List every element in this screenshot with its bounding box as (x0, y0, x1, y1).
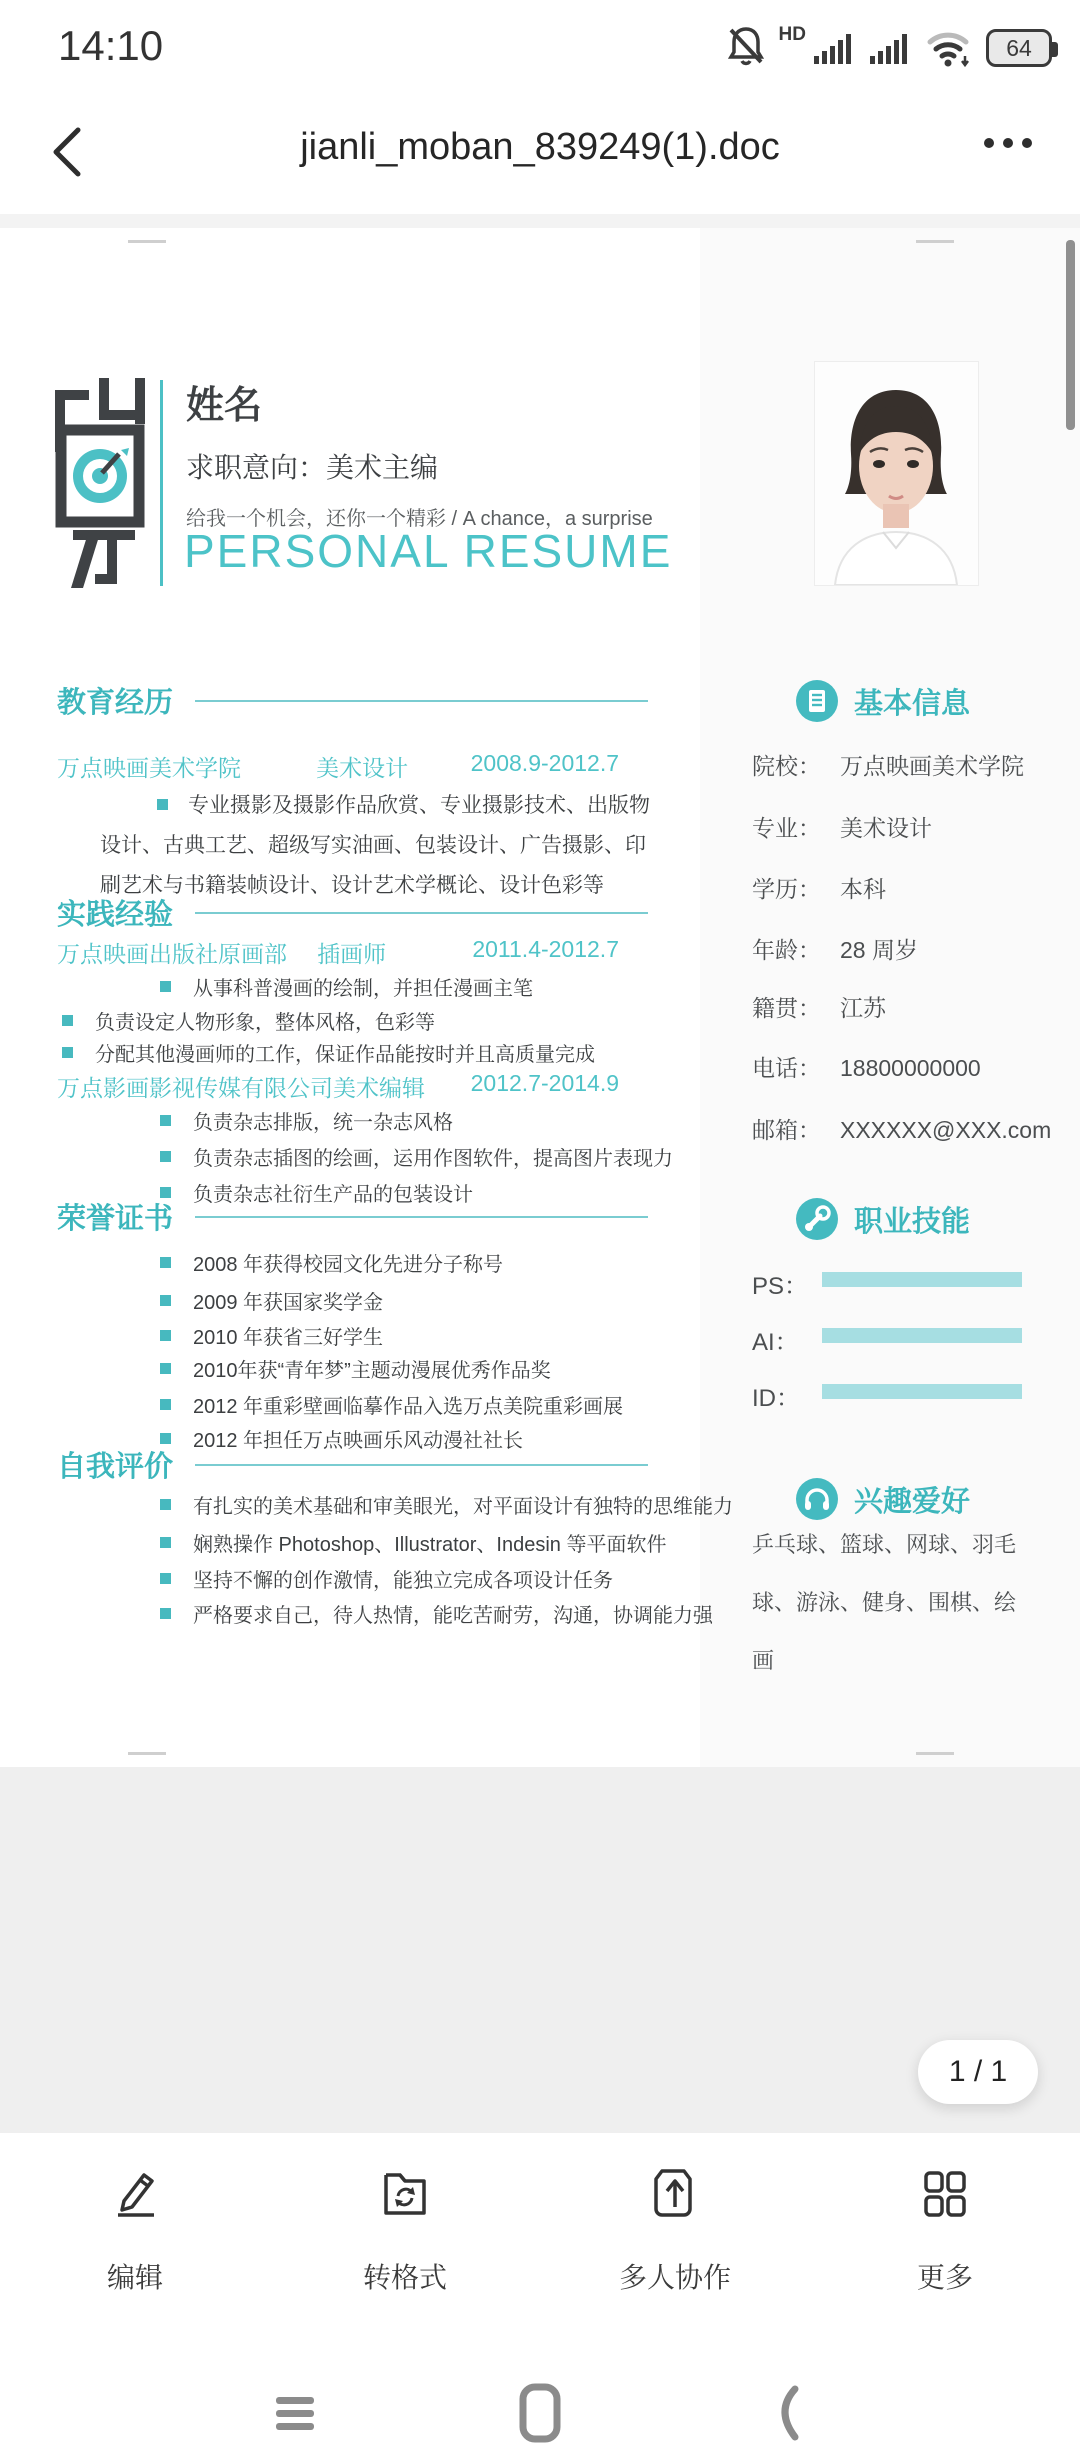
bullet-square-icon (62, 1015, 73, 1026)
experience-entry: 万点映画出版社原画部 插画师 2011.4-2012.7 (57, 936, 619, 967)
clock: 14:10 (58, 22, 164, 69)
battery-icon (986, 29, 1052, 67)
experience-bullet: 从事科普漫画的绘制，并担任漫画主笔 (160, 972, 533, 1001)
crop-mark (128, 1752, 166, 1755)
skill-bar (822, 1272, 1022, 1287)
honor-bullet: 2009 年获国家奖学金 (160, 1286, 383, 1315)
edit-pencil-icon (104, 2163, 166, 2256)
title-bar (0, 92, 1080, 214)
scrollbar[interactable] (1066, 240, 1075, 430)
tool-label: 转格式 (362, 2262, 447, 2293)
id-photo (815, 362, 978, 585)
evaluation-bullet: 娴熟操作 Photoshop、Illustrator、Indesin 等平面软件 (160, 1528, 667, 1557)
bottom-toolbar (0, 2163, 1080, 2296)
experience-bullet: 负责杂志插图的绘画，运用作图软件，提高图片表现力 (160, 1142, 673, 1171)
crop-mark (916, 1752, 954, 1755)
education-entry: 万点映画美术学院 美术设计 2008.9-2012.7 (57, 750, 619, 781)
education-paragraph: 专业摄影及摄影作品欣赏、专业摄影技术、出版物设计、古典工艺、超级写实油画、包装设计、广告摄影、印刷艺术与书籍装帧设计、设计艺术学概论、设计色彩等 (100, 794, 650, 897)
info-row: 邮箱： XXXXXX@XXX.com (752, 1117, 1052, 1143)
info-row: 年龄： 28 周岁 (752, 937, 918, 963)
honor-bullet: 2010 年获省三好学生 (160, 1321, 383, 1350)
toolbar-divider (0, 214, 1080, 228)
bullet-square-icon (62, 1047, 73, 1058)
wrench-icon (796, 1198, 838, 1240)
evaluation-bullet: 严格要求自己，待人热情，能吃苦耐劳，沟通，协调能力强 (160, 1599, 713, 1628)
info-row: 院校： 万点映画美术学院 (752, 753, 1024, 779)
bullet-square-icon (160, 1330, 171, 1341)
signal-bars-icon-1 (812, 24, 856, 73)
info-row: 籍贯： 江苏 (752, 995, 886, 1021)
experience-bullet: 负责设定人物形象，整体风格，色彩等 (62, 1006, 435, 1035)
document-icon (796, 680, 838, 722)
system-nav-bar (0, 2365, 1080, 2460)
info-row: 专业： 美术设计 (752, 815, 932, 841)
bullet-square-icon (160, 1499, 171, 1510)
interests-text: 乒乓球、篮球、网球、羽毛球、游泳、健身、围棋、绘画 (752, 1532, 1017, 1673)
recents-menu-icon[interactable] (265, 2383, 325, 2443)
bullet-square-icon (160, 1295, 171, 1306)
collaborate-button[interactable] (540, 2163, 810, 2296)
sidebar-interests-header: 兴趣爱好 (796, 1478, 970, 1520)
crop-mark (916, 240, 954, 243)
more-menu-icon[interactable] (984, 138, 1032, 148)
bullet-square-icon (160, 1537, 171, 1548)
skill-bar (822, 1384, 1022, 1399)
edit-button[interactable] (0, 2163, 270, 2296)
sidebar-basic-info-header: 基本信息 (796, 680, 970, 722)
section-honors: 荣誉证书 (57, 1196, 648, 1237)
mute-bell-icon (725, 24, 767, 73)
bullet-square-icon (160, 1151, 171, 1162)
home-icon[interactable] (510, 2383, 570, 2443)
evaluation-bullet: 有扎实的美术基础和审美眼光，对平面设计有独特的思维能力 (160, 1490, 733, 1519)
resume-name: 姓名 (186, 385, 263, 427)
wifi-icon (924, 24, 974, 73)
evaluation-bullet: 坚持不懈的创作激情，能独立完成各项设计任务 (160, 1564, 613, 1593)
hd-badge: HD (778, 24, 806, 45)
experience-bullet: 分配其他漫画师的工作，保证作品能按时并且高质量完成 (62, 1038, 595, 1067)
experience-entry: 万点影画影视传媒有限公司 美术编辑 2012.7-2014.9 (57, 1070, 619, 1101)
tool-label: 更多 (916, 2262, 973, 2293)
info-row: 学历： 本科 (752, 876, 886, 902)
honor-bullet: 2008 年获得校园文化先进分子称号 (160, 1248, 503, 1277)
collaborate-icon (644, 2163, 706, 2256)
sidebar-skills-header: 职业技能 (796, 1198, 970, 1240)
resume-subtitle: PERSONAL RESUME (184, 525, 673, 577)
resume-tagline: 给我一个机会，还你一个精彩 / A chance，a surprise (186, 508, 653, 530)
bullet-square-icon (160, 1363, 171, 1374)
tool-label: 多人协作 (618, 2262, 731, 2293)
bullet-square-icon (160, 1433, 171, 1444)
bottom-panel (0, 2133, 1080, 2460)
resume-logo (55, 378, 145, 593)
bullet-square-icon (160, 981, 171, 992)
crop-mark (128, 240, 166, 243)
convert-format-icon (374, 2163, 436, 2256)
back-icon[interactable] (40, 122, 100, 182)
bullet-square-icon (160, 1257, 171, 1268)
bullet-square-icon (160, 1115, 171, 1126)
resume-objective: 求职意向：美术主编 (186, 452, 439, 483)
document-page[interactable]: 姓名 求职意向：美术主编 给我一个机会，还你一个精彩 / A chance，a surprise PERSONAL RESUME 教育经历 万点映画美术学院 美术设计 2008.9-2012.7 专业摄影及摄影作品欣赏、专业摄影技术、出版物设计、古典工艺、超级写实油画、包装设计、广告摄影、印刷艺术与书籍装帧设计、设计艺术学概论、设计色彩等 实践经验 万点映画出版社原画部 插画师 2011.4-2012.7 从事科普漫画的绘制，并担任漫画主笔 负责设定人物形象，整体风格，色彩等 分配其他漫画师的工作，保证作品能按时并且高质量完成 万点影画影视传媒有限公司 美术编辑 2012.7-2014.9 负责杂志排版，统一杂志风格 负责杂志插图的绘画，运用作图软件，提高图片表现力 负责杂志社衍生产品的包装设计 荣誉证书 2008 年获得校园文化先进分子称号 2009 年获国家奖学金 2010 年获省三好学生 2010年获“青年梦”主题动漫展优秀作品奖 2012 年重彩壁画临摹作品入选万点美院重彩画展 2012 年担任万点映画乐风动漫社社长 自我评价 有扎实的美术基础和审美眼光，对平面设计有独特的思维能力 娴熟操作 Photoshop、Illustrator、Indesin 等平面软件 坚持不懈的创作激情，能独立完成各项设计任务 严格要求自己，待人热情，能吃苦耐劳，沟通，协调能力强 基本信息 院校： 万点映画美术学院 专业： 美术设计 学历： 本科 年龄： 28 周岁 籍贯： 江苏 电话： 18800000000 邮箱： XXXXXX@XXX.com 职业技能 PS： AI： ID： 兴趣爱好 乒乓球、篮球、网球、羽毛球、游泳、健身、围棋、绘画 (0, 228, 1080, 1767)
experience-bullet: 负责杂志排版，统一杂志风格 (160, 1106, 453, 1135)
section-self-evaluation: 自我评价 (57, 1444, 648, 1485)
status-bar (0, 0, 1080, 92)
section-experience: 实践经验 (57, 892, 648, 933)
more-button[interactable] (810, 2163, 1080, 2296)
honor-bullet: 2012 年重彩壁画临摹作品入选万点美院重彩画展 (160, 1390, 623, 1419)
section-education: 教育经历 (57, 680, 648, 721)
header-divider (160, 380, 163, 586)
honor-bullet: 2010年获“青年梦”主题动漫展优秀作品奖 (160, 1354, 551, 1383)
convert-format-button[interactable] (270, 2163, 540, 2296)
experience-bullet: 负责杂志社衍生产品的包装设计 (160, 1178, 473, 1207)
bullet-square-icon (160, 1573, 171, 1584)
headphones-icon (796, 1478, 838, 1520)
tool-label: 编辑 (106, 2262, 163, 2293)
document-title: jianli_moban_839249(1).doc (300, 126, 780, 168)
more-grid-icon (914, 2163, 976, 2256)
bullet-square-icon (157, 799, 168, 810)
signal-bars-icon-2 (868, 24, 912, 73)
status-icons (725, 24, 1052, 72)
battery-level: 64 (1006, 34, 1032, 61)
honor-bullet: 2012 年担任万点映画乐风动漫社社长 (160, 1424, 523, 1453)
bullet-square-icon (160, 1608, 171, 1619)
info-row: 电话： 18800000000 (752, 1055, 981, 1081)
bullet-square-icon (160, 1399, 171, 1410)
page-indicator: 1 / 1 (918, 2040, 1038, 2104)
back-nav-icon[interactable] (755, 2383, 815, 2443)
skill-bar (822, 1328, 1022, 1343)
